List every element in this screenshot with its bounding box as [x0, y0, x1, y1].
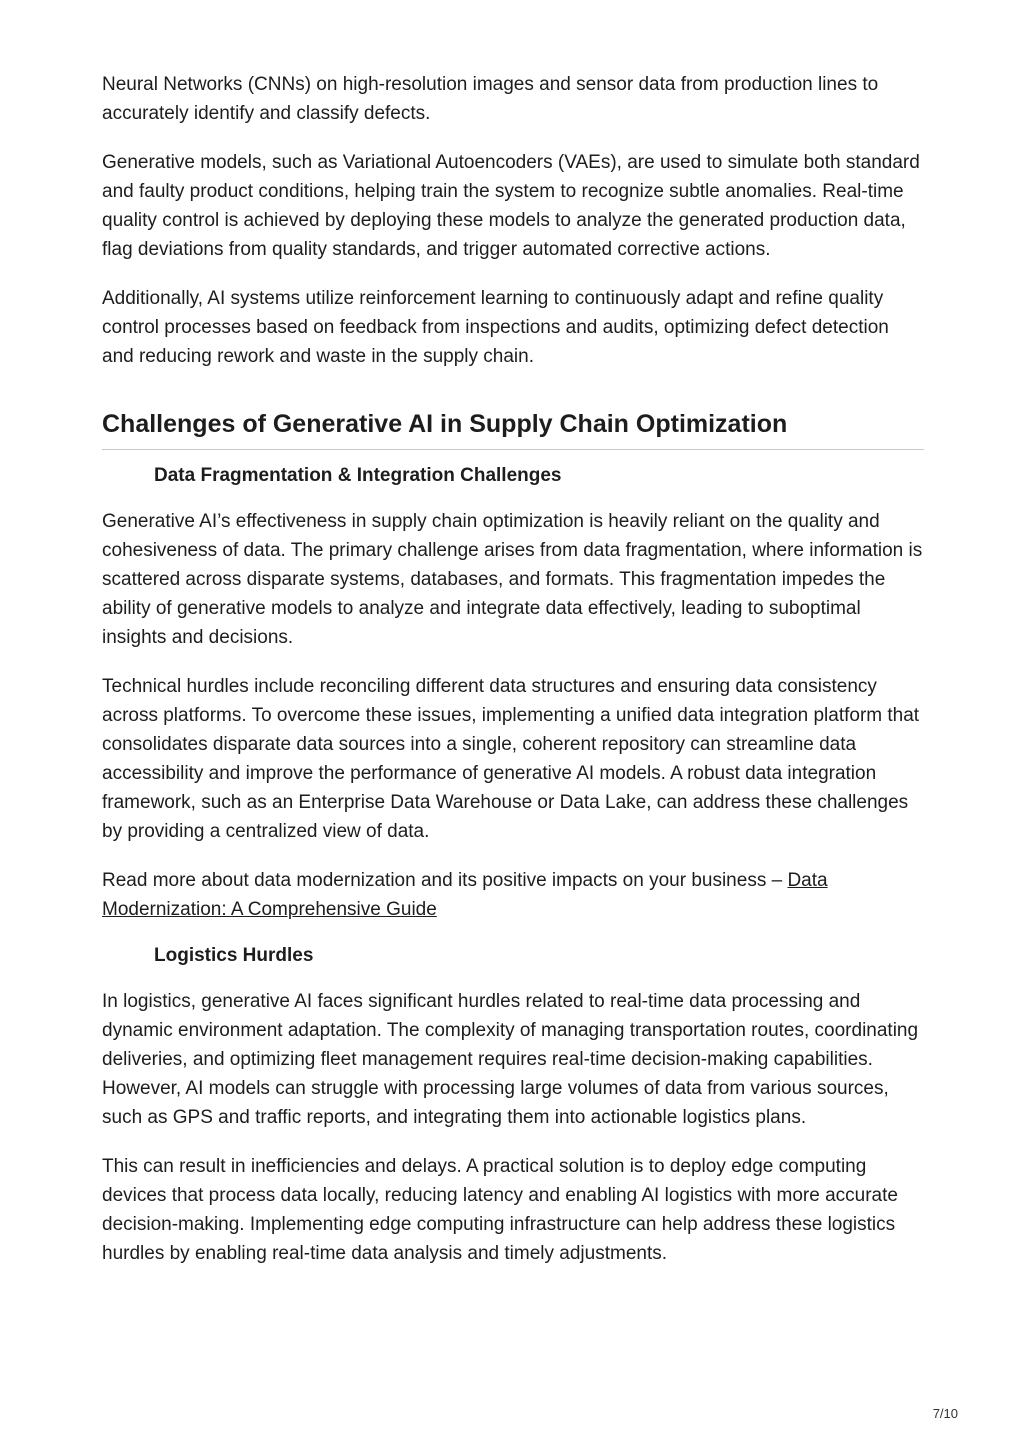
paragraph-cnn-defects: Neural Networks (CNNs) on high-resolution images and sensor data from production lines to accurately identify and classify defects. [102, 74, 879, 124]
section-heading-challenges: Challenges of Generative AI in Supply Chain Optimization [102, 407, 924, 450]
paragraph-data-fragmentation-2: Technical hurdles include reconciling different data structures and ensuring data consistency across platforms. To overcome these issues, implementing a unified data integration platform that consolidates disparate data sources into a single, coherent repository can streamline data accessibility and improve the performance of generative AI models. A robust data integration framework, such as an Enterprise Data Warehouse or Data Lake, can address these challenges by providing a centralized view of data. [102, 676, 920, 842]
paragraph-logistics-1: In logistics, generative AI faces significant hurdles related to real-time data processing and dynamic environment adaptation. The complexity of managing transportation routes, coordinating deliveries, and optimizing fleet management requires real-time decision-making capabilities. However, AI models can struggle with processing large volumes of data from various sources, such as GPS and traffic reports, and integrating them into actionable logistics plans. [102, 991, 919, 1128]
subheading-data-fragmentation: Data Fragmentation & Integration Challenges [154, 465, 562, 486]
paragraph-logistics-2: This can result in inefficiencies and delays. A practical solution is to deploy edge computing devices that process data locally, reducing latency and enabling AI logistics with more accurate decision-making. Implementing edge computing infrastructure can help address these logistics hurdles by enabling real-time data analysis and timely adjustments. [102, 1156, 898, 1264]
paragraph-data-fragmentation-1: Generative AI’s effectiveness in supply chain optimization is heavily reliant on the quality and cohesiveness of data. The primary challenge arises from data fragmentation, where information is scattered across disparate systems, databases, and formats. This fragmentation impedes the ability of generative models to analyze and integrate data effectively, leading to suboptimal insights and decisions. [102, 511, 923, 648]
data-modernization-guide-link[interactable]: Data Modernization: A Comprehensive Guide [102, 870, 828, 920]
paragraph-reinforcement-learning: Additionally, AI systems utilize reinforcement learning to continuously adapt and refine quality control processes based on feedback from inspections and audits, optimizing defect detection and reducing rework and waste in the supply chain. [102, 288, 889, 367]
page-number: 7/10 [932, 1406, 958, 1421]
document-page [102, 70, 924, 1288]
paragraph-read-more [102, 866, 924, 924]
read-more-text: Read more about data modernization and its positive impacts on your business – [102, 870, 788, 891]
subheading-logistics-hurdles: Logistics Hurdles [154, 945, 314, 966]
paragraph-vae-simulation: Generative models, such as Variational Autoencoders (VAEs), are used to simulate both standard and faulty product conditions, helping train the system to recognize subtle anomalies. Real-time quality control is achieved by deploying these models to analyze the generated production data, flag deviations from quality standards, and trigger automated corrective actions. [102, 152, 920, 260]
